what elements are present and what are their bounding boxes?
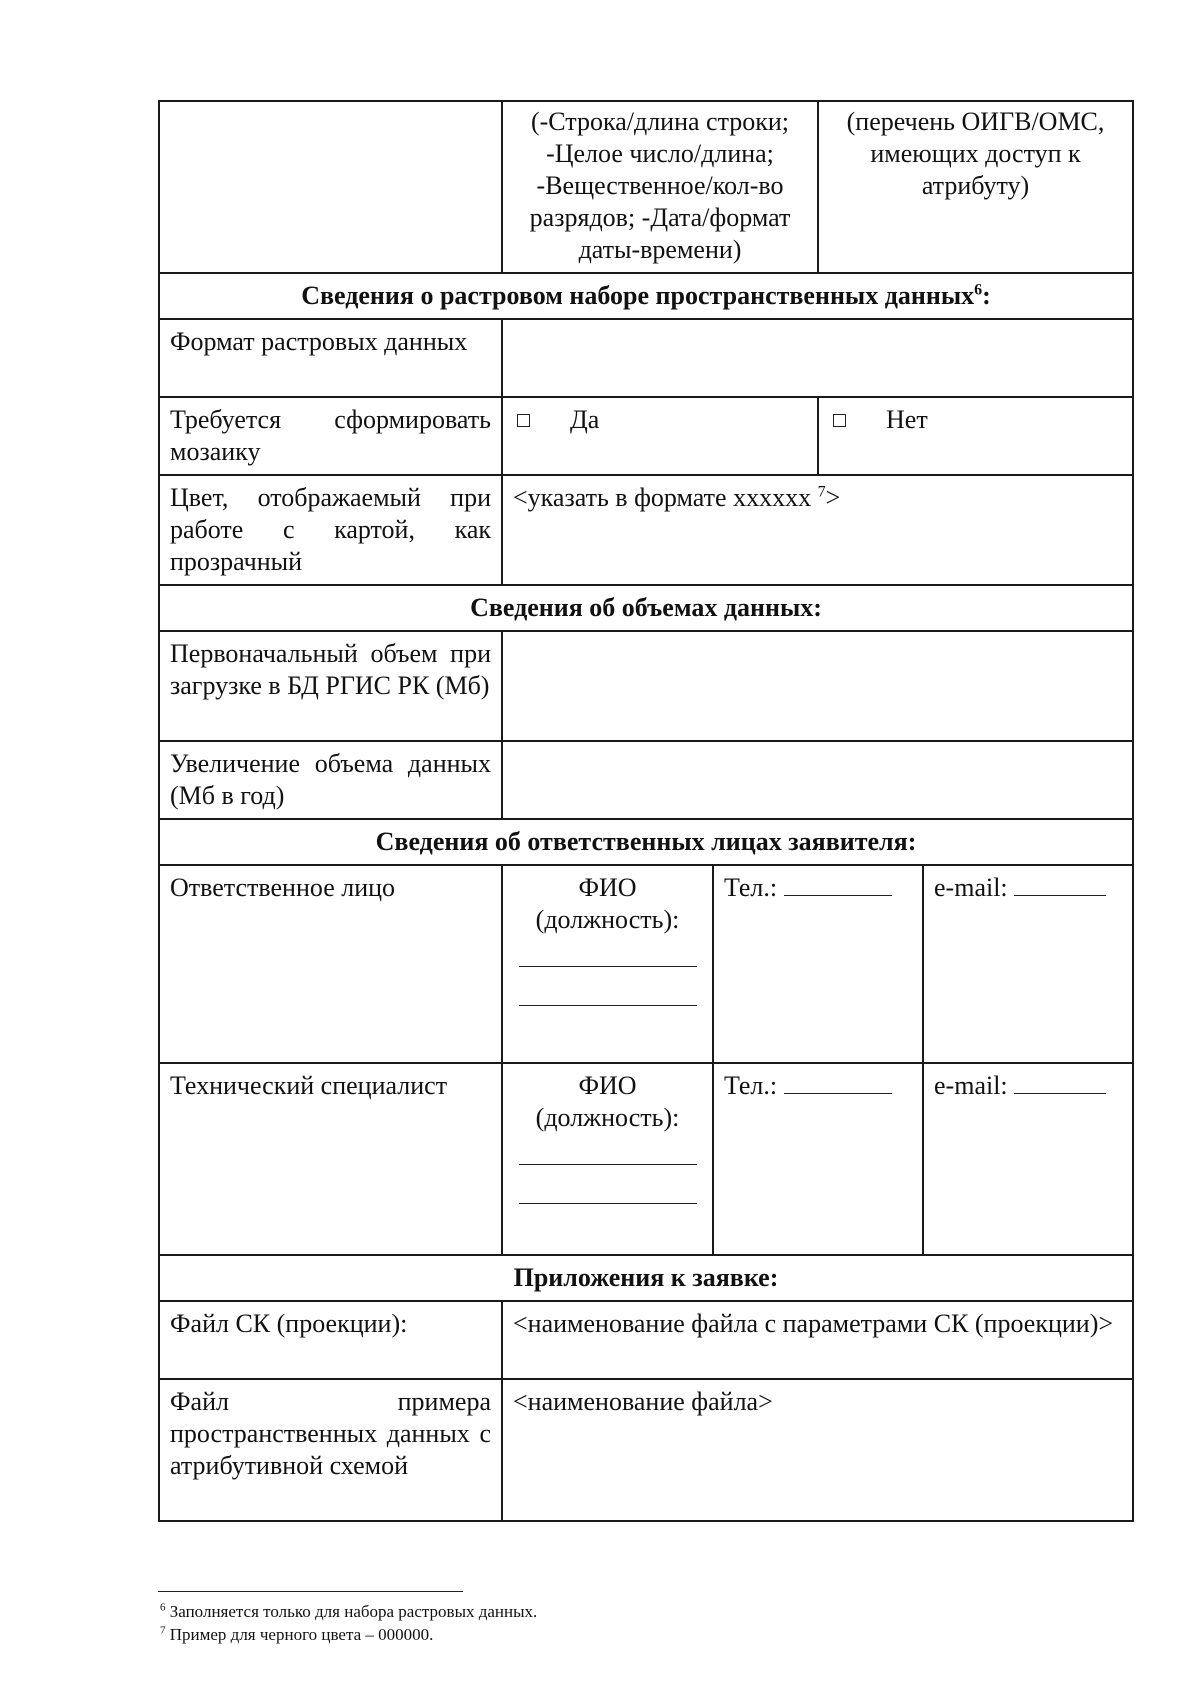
responsible-email-label: e-mail: [934, 873, 1008, 902]
technical-fio-line-1[interactable] [519, 1152, 697, 1165]
section-volume-title: Сведения об объемах данных: [159, 585, 1133, 631]
mosaic-yes-label: Да [570, 405, 600, 434]
attribute-types-row [159, 101, 1133, 273]
raster-format-value[interactable] [502, 319, 1133, 397]
technical-specialist-row [159, 1063, 1133, 1255]
application-form-table [158, 100, 1134, 1522]
raster-format-row [159, 319, 1133, 397]
responsible-fio-cell[interactable] [502, 865, 713, 1063]
responsible-phone-cell[interactable] [713, 865, 923, 1063]
technical-label: Технический специалист [159, 1063, 502, 1255]
footnote-7: $^7$ Пример для черного цвета – 000000. [160, 1624, 434, 1644]
technical-email-label: e-mail: [934, 1071, 1008, 1100]
transparent-color-value[interactable]: <указать в формате хххххх $^7$> [502, 475, 1133, 585]
attribute-empty-cell [159, 101, 502, 273]
mosaic-yes-checkbox[interactable] [517, 414, 530, 427]
section-attachments-title: Приложения к заявке: [159, 1255, 1133, 1301]
mosaic-no-label: Нет [886, 405, 928, 434]
responsible-phone-blank[interactable] [784, 873, 892, 896]
section-persons-title: Сведения об ответственных лицах заявителя: [159, 819, 1133, 865]
volume-growth-value[interactable] [502, 741, 1133, 819]
crs-file-value[interactable]: <наименование файла с параметрами СК (проекции)> [502, 1301, 1133, 1379]
initial-volume-label: Первоначальный объем при загрузке в БД РГИС РК (Мб) [159, 631, 502, 741]
initial-volume-row [159, 631, 1133, 741]
technical-position-label: (должность): [535, 1103, 680, 1132]
responsible-email-blank[interactable] [1014, 873, 1106, 896]
section-persons-row [159, 819, 1133, 865]
sample-file-value[interactable]: <наименование файла> [502, 1379, 1133, 1521]
technical-phone-cell[interactable] [713, 1063, 923, 1255]
footnote-ref-7: 7 [817, 483, 826, 501]
technical-email-cell[interactable] [923, 1063, 1133, 1255]
technical-email-blank[interactable] [1014, 1071, 1106, 1094]
technical-phone-label: Тел.: [724, 1071, 778, 1100]
initial-volume-value[interactable] [502, 631, 1133, 741]
raster-format-label: Формат растровых данных [159, 319, 502, 397]
volume-growth-row [159, 741, 1133, 819]
section-attachments-row [159, 1255, 1133, 1301]
responsible-email-cell[interactable] [923, 865, 1133, 1063]
mosaic-yes-cell[interactable] [502, 397, 818, 475]
sample-file-row [159, 1379, 1133, 1521]
responsible-position-label: (должность): [535, 905, 680, 934]
mosaic-row [159, 397, 1133, 475]
footnote-6: $^6$ Заполняется только для набора растровых данных. [160, 1601, 538, 1621]
responsible-person-row [159, 865, 1133, 1063]
mosaic-label: Требуется сформировать мозаику [159, 397, 502, 475]
attribute-type-cell: (-Строка/длина строки; -Целое число/длина; -Вещественное/кол-во разрядов; -Дата/формат даты-времени) [502, 101, 818, 273]
mosaic-no-cell[interactable] [818, 397, 1133, 475]
responsible-fio-label: ФИО [578, 873, 637, 902]
technical-fio-line-2[interactable] [519, 1191, 697, 1204]
section-raster-row [159, 273, 1133, 319]
responsible-label: Ответственное лицо [159, 865, 502, 1063]
transparent-color-row [159, 475, 1133, 585]
responsible-phone-label: Тел.: [724, 873, 778, 902]
attribute-access-cell: (перечень ОИГВ/ОМС, имеющих доступ к атрибуту) [818, 101, 1133, 273]
crs-file-label: Файл СК (проекции): [159, 1301, 502, 1379]
footnote-ref-6: 6 [974, 281, 983, 299]
volume-growth-label: Увеличение объема данных (Мб в год) [159, 741, 502, 819]
sample-file-label: Файл примера пространственных данных с атрибутивной схемой [159, 1379, 502, 1521]
technical-fio-label: ФИО [578, 1071, 637, 1100]
responsible-fio-line-2[interactable] [519, 993, 697, 1006]
footnotes [160, 1600, 960, 1646]
crs-file-row [159, 1301, 1133, 1379]
responsible-fio-line-1[interactable] [519, 954, 697, 967]
mosaic-no-checkbox[interactable] [833, 414, 846, 427]
technical-phone-blank[interactable] [784, 1071, 892, 1094]
footnote-separator [158, 1591, 463, 1592]
technical-fio-cell[interactable] [502, 1063, 713, 1255]
section-raster-title: Сведения о растровом наборе пространственных данных$^6$: [159, 273, 1133, 319]
transparent-color-label: Цвет, отображаемый при работе с картой, как прозрачный [159, 475, 502, 585]
section-volume-row [159, 585, 1133, 631]
